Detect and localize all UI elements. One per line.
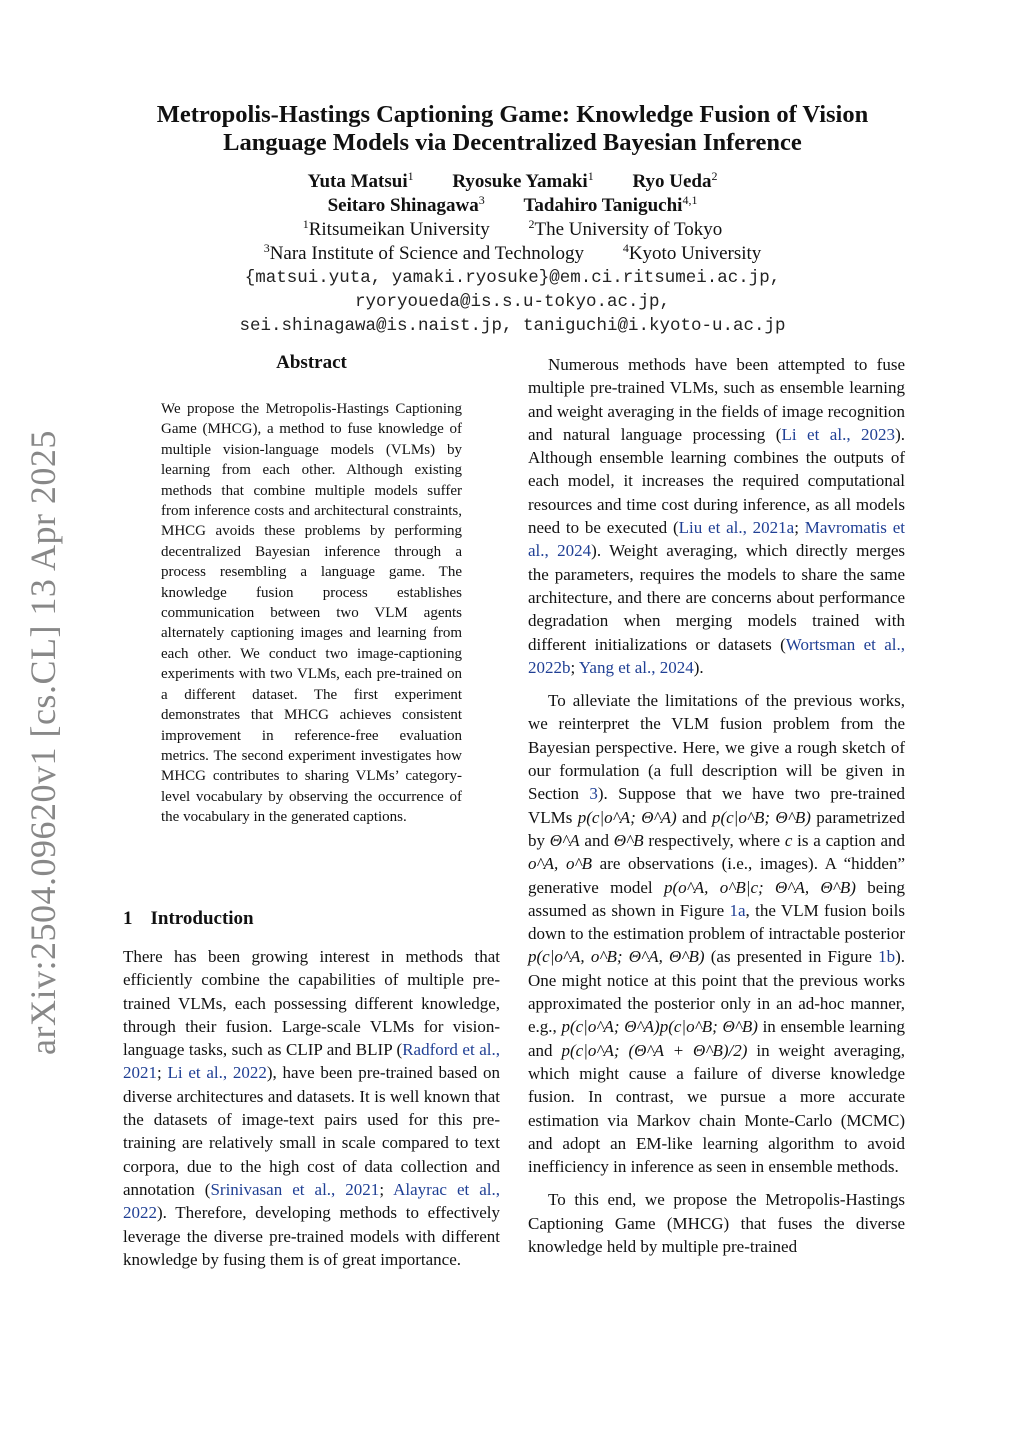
- citation-link[interactable]: Yang et al., 2024: [578, 657, 694, 677]
- citation-link[interactable]: Li et al., 2022: [167, 1063, 267, 1083]
- figure-link[interactable]: 1b: [878, 947, 896, 967]
- citation-link[interactable]: Mavromatis et al., 2024: [528, 518, 905, 561]
- affiliation: Ritsumeikan University: [308, 219, 490, 240]
- section-title: Introduction: [150, 908, 254, 929]
- author-block: [110, 170, 915, 338]
- author-name: Seitaro Shinagawa: [327, 195, 479, 216]
- author-name: Tadahiro Taniguchi: [523, 195, 683, 216]
- abstract-heading: Abstract: [276, 352, 347, 373]
- right-column: [528, 353, 905, 1268]
- section-link[interactable]: 3: [589, 784, 598, 804]
- affiliation: Kyoto University: [628, 243, 762, 264]
- citation-link[interactable]: Wortsman et al., 2022b: [528, 634, 905, 677]
- author-name: Ryo Ueda: [632, 171, 712, 192]
- section-number: 1: [123, 908, 133, 929]
- paragraph: To alleviate the limitations of the previous works, we reinterpret the VLM fusion problem from the Bayesian perspective. Here, we give a rough sketch of our formulation (a full description will be given in Section 3). Suppose that we have two pre-trained VLMs p(c|o^A; Θ^A) and p(c|o^B; Θ^B) parametrized by Θ^A and Θ^B respectively, where c is a caption and o^A, o^B are observations (i.e., images). A “hidden” generative model p(o^A, o^B|c; Θ^A, Θ^B) being assumed as shown in Figure 1a, the VLM fusion boils down to the estimation problem of intractable posterior p(c|o^A, o^B; Θ^A, Θ^B) (as presented in Figure 1b). One might notice at this point that the previous works approximated the posterior only in an ad-hoc manner, e.g., p(c|o^A; Θ^A)p(c|o^B; Θ^B) in ensemble learning and p(c|o^A; (Θ^A + Θ^B)/2) in weight averaging, which might cause a failure of diverse knowledge fusion. In contrast, we pursue a more accurate estimation via Markov chain Monte-Carlo (MCMC) and adopt an EM-like learning algorithm to avoid inefficiency in inference as seen in ensemble methods.: [528, 691, 906, 1177]
- author-row-2: Seitaro Shinagawa$^3$ Tadahiro Taniguchi$^{4,1}$: [327, 193, 698, 216]
- paragraph: There has been growing interest in methods that efficiently combine the capabilities of multiple pre-trained VLMs, each possessing different knowledge, through their fusion. Large-scale VLMs for vision-language tasks, such as CLIP and BLIP (Radford et al., 2021; Li et al., 2022), have been pre-trained based on diverse architectures and datasets. It is well known that the datasets of image-text pairs used for this pre-training are relatively small in scale compared to text corpora, due to the high cost of data collection and annotation (Srinivasan et al., 2021; Alayrac et al., 2022). Therefore, developing methods to effectively leverage the diverse pre-trained models with different knowledge by fusing them is of great importance.: [123, 947, 500, 1269]
- author-name: Yuta Matsui: [307, 171, 408, 192]
- citation-link[interactable]: Alayrac et al., 2022: [123, 1179, 500, 1223]
- math: c: [784, 830, 793, 850]
- citation-link[interactable]: Li et al., 2023: [781, 424, 896, 444]
- intro-column: [123, 945, 500, 1281]
- author-row-1: Yuta Matsui$^1$ Ryosuke Yamaki$^1$ Ryo Ueda$^2$: [307, 169, 718, 192]
- math: p(c|o^B; Θ^B): [711, 807, 811, 827]
- email-line: {matsui.yuta, yamaki.ryosuke}@em.ci.ritsumei.ac.jp,: [244, 268, 781, 288]
- math: Θ^A: [549, 830, 580, 850]
- title-line-2: Language Models via Decentralized Bayesian Inference: [223, 129, 802, 156]
- math: p(o^A, o^B|c; Θ^A, Θ^B): [663, 877, 856, 897]
- abstract-text: We propose the Metropolis-Hastings Captioning Game (MHCG), a method to fuse knowledge of multiple vision-language models (VLMs) by learning from each other. Although existing methods that combine multiple models suffer from inference costs and architectural constraints, MHCG avoids these problems by performing decentralized Bayesian inference through a process resembling a language game. The knowledge fusion process establishes communication between two VLM agents alternately captioning images and learning from each other. We conduct two image-captioning experiments with two VLMs, each pre-trained on a different dataset. The first experiment demonstrates that MHCG achieves consistent improvement in reference-free evaluation metrics. The second experiment investigates how MHCG contributes to sharing VLMs’ category-level vocabulary by observing the occurrence of the vocabulary in the generated captions.: [161, 401, 462, 826]
- math: p(c|o^A; Θ^A): [577, 807, 677, 827]
- citation-link[interactable]: Liu et al., 2021a: [678, 518, 795, 538]
- arxiv-identifier: arXiv:2504.09620v1 [cs.CL] 13 Apr 2025: [23, 430, 63, 1055]
- math: p(c|o^A, o^B; Θ^A, Θ^B): [528, 947, 705, 967]
- citation-link[interactable]: Srinivasan et al., 2021: [210, 1179, 380, 1199]
- citation-link[interactable]: Radford et al., 2021: [123, 1040, 500, 1083]
- title-line-1: Metropolis-Hastings Captioning Game: Knowledge Fusion of Vision: [156, 101, 869, 128]
- author-name: Ryosuke Yamaki: [452, 171, 588, 192]
- affiliation: Nara Institute of Science and Technology: [269, 243, 585, 264]
- affiliation: The University of Tokyo: [534, 219, 723, 240]
- paragraph: To this end, we propose the Metropolis-Hastings Captioning Game (MHCG) that fuses the diverse knowledge held by multiple pre-trained: [528, 1190, 905, 1256]
- paper-title: [110, 101, 915, 157]
- email-line: sei.shinagawa@is.naist.jp, taniguchi@i.kyoto-u.ac.jp: [239, 316, 786, 336]
- math: Θ^B: [613, 830, 644, 850]
- figure-link[interactable]: 1a: [729, 900, 746, 920]
- email-line: ryoryoueda@is.s.u-tokyo.ac.jp,: [354, 292, 671, 312]
- math: o^A, o^B: [528, 854, 592, 874]
- paragraph: Numerous methods have been attempted to fuse multiple pre-trained VLMs, such as ensemble learning and weight averaging in the fields of image recognition and natural language processing (Li et al., 2023). Although ensemble learning combines the outputs of each model, it increases the required computational resources and time cost during inference, as all models need to be executed (Liu et al., 2021a; Mavromatis et al., 2024). Weight averaging, which directly merges the parameters, requires the models to share the same architecture, and there are concerns about performance degradation when merging models trained with different initializations or datasets (Wortsman et al., 2022b; Yang et al., 2024).: [528, 355, 905, 677]
- math: p(c|o^A; (Θ^A + Θ^B)/2): [561, 1040, 748, 1060]
- section-heading: [123, 908, 272, 930]
- affiliation-row-2: $^3$Nara Institute of Science and Technology $^4$Kyoto University: [263, 241, 762, 264]
- affiliation-row-1: $^1$Ritsumeikan University $^2$The University of Tokyo: [302, 217, 723, 240]
- math: p(c|o^A; Θ^A)p(c|o^B; Θ^B): [561, 1017, 758, 1037]
